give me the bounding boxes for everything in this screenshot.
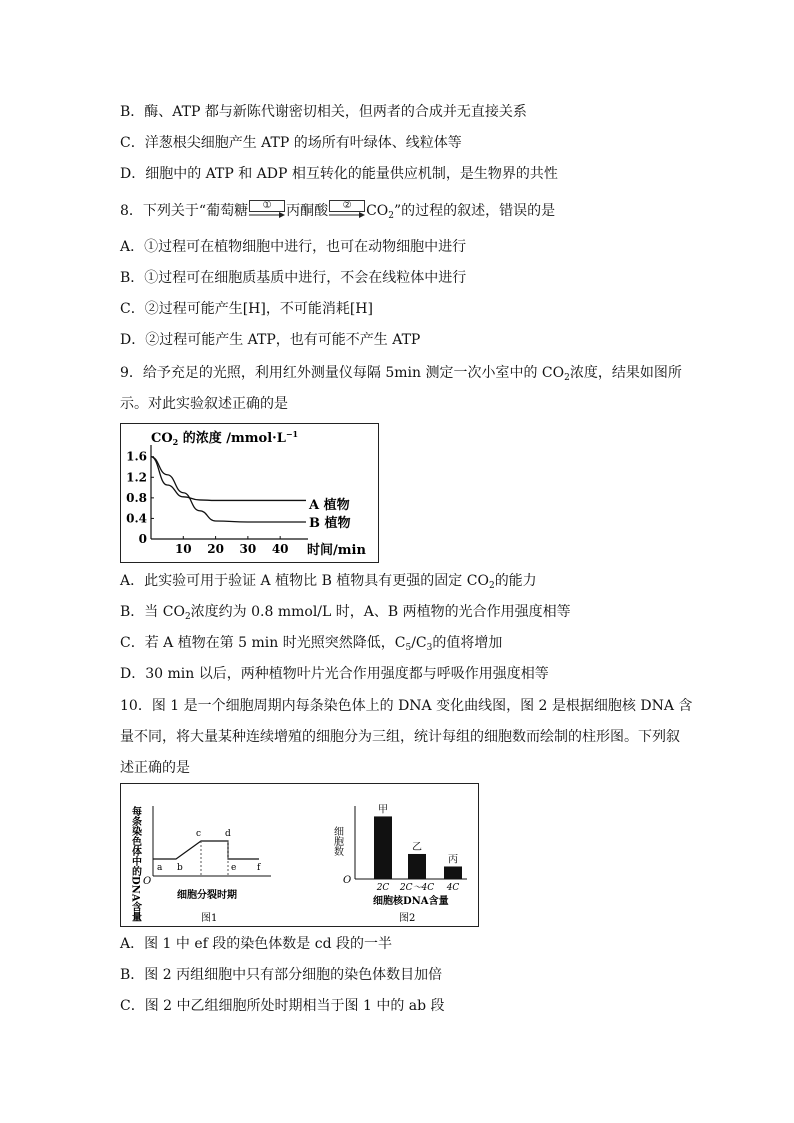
- arrow-icon: [249, 212, 285, 218]
- q10-stem-line1: 10．图 1 是一个细胞周期内每条染色体上的 DNA 变化曲线图，图 2 是根据细胞核 DNA 含: [120, 698, 693, 714]
- fig2-ylabel: 细胞数: [331, 826, 343, 856]
- chart1-xlabel: 时间/min: [307, 543, 366, 558]
- co2-chart: [121, 424, 378, 562]
- q8-intermediate: 丙酮酸: [286, 203, 329, 219]
- fig2-category-label: 2C～4C: [399, 883, 435, 893]
- q7-option-c: C．洋葱根尖细胞产生 ATP 的场所有叶绿体、线粒体等: [120, 135, 462, 151]
- x-tick-label: 20: [207, 542, 224, 556]
- fig2-bar: [444, 866, 462, 879]
- dna-figures: [121, 784, 478, 926]
- q8-stem-part2: ”的过程的叙述，错误的是: [394, 203, 556, 219]
- q8-product-sub: 2: [388, 211, 395, 221]
- fig2-category-label: 4C: [446, 883, 460, 893]
- q8-product: CO: [366, 203, 389, 219]
- q9-stem-text: 9．给予充足的光照，利用红外测量仪每隔 5min 测定一次小室中的 CO: [120, 365, 565, 381]
- q10-option-c: C．图 2 中乙组细胞所处时期相当于图 1 中的 ab 段: [120, 998, 445, 1014]
- fig1-xlabel: 细胞分裂时期: [177, 890, 237, 901]
- fig1-point-label: a: [157, 863, 163, 873]
- q8-option-d: D．②过程可能产生 ATP，也有可能不产生 ATP: [120, 332, 421, 348]
- q8-option-c: C．②过程可能产生[H]，不可能消耗[H]: [120, 301, 373, 317]
- q10-option-a: A．图 1 中 ef 段的染色体数是 cd 段的一半: [120, 936, 392, 952]
- q9-option-a-text-b: 的能力: [494, 573, 537, 589]
- series-label-a: A 植物: [309, 498, 350, 513]
- y-tick-label: 0: [138, 532, 147, 546]
- step1-label: ①: [249, 200, 285, 212]
- q8-stem: [120, 202, 555, 220]
- q9-option-b-text-b: 浓度约为 0.8 mmol/L 时，A、B 两植物的光合作用强度相等: [190, 604, 571, 620]
- fig2-bar-label: 甲: [378, 804, 388, 816]
- fig1-origin: O: [143, 876, 152, 887]
- q9-option-c-sub2: 3: [426, 643, 433, 653]
- x-tick-label: 40: [271, 542, 289, 556]
- x-tick-label: 30: [239, 542, 257, 556]
- fig1-point-label: f: [257, 863, 261, 873]
- q9-option-d: D．30 min 以后，两种植物叶片光合作用强度都与呼吸作用强度相等: [120, 666, 549, 682]
- q9-option-c-text-b: 的值将增加: [432, 635, 503, 651]
- q9-stem-line2: 示。对此实验叙述正确的是: [120, 396, 288, 412]
- co2-chart-frame: [120, 423, 379, 563]
- q10-stem-line3: 述正确的是: [120, 760, 190, 776]
- y-tick-label: 0.4: [126, 511, 147, 526]
- fig1-point-label: e: [231, 863, 237, 873]
- arrow-icon: [329, 212, 365, 218]
- q9-stem-sub: 2: [564, 373, 570, 383]
- fig2-bar: [374, 816, 392, 879]
- q9-option-c-sub1: 5: [405, 643, 412, 653]
- q9-option-a-text: A．此实验可用于验证 A 植物比 B 植物具有更强的固定 CO: [120, 573, 489, 589]
- chart1-ylabel: $CO_2$ 的浓度 $/mmol\cdot L^{-1}$: [151, 429, 299, 447]
- q7-option-d: D．细胞中的 ATP 和 ADP 相互转化的能量供应机制，是生物界的共性: [120, 166, 558, 182]
- q9-option-c-mid: /C: [411, 635, 427, 651]
- fig2-xlabel: 细胞核DNA含量: [373, 896, 449, 907]
- fig2-bar-label: 乙: [412, 841, 422, 853]
- step1-arrow: [249, 202, 285, 218]
- series-line-a: [151, 457, 306, 501]
- q9-option-b-sub: 2: [184, 612, 191, 622]
- q9-stem-text-b: 浓度，结果如图所: [569, 365, 682, 381]
- fig2-category-label: 2C: [376, 883, 390, 893]
- q7-option-b: B．酶、ATP 都与新陈代谢密切相关，但两者的合成并无直接关系: [120, 104, 527, 120]
- series-label-b: B 植物: [309, 516, 351, 531]
- q9-option-c-text: C．若 A 植物在第 5 min 时光照突然降低，C: [120, 635, 406, 651]
- q9-stem-line1: [120, 364, 682, 382]
- fig2-caption: 图2: [399, 913, 416, 924]
- q8-option-b: B．①过程可在细胞质基质中进行，不会在线粒体中进行: [120, 270, 467, 286]
- fig2-bar: [408, 854, 426, 879]
- q9-option-a-sub: 2: [488, 581, 495, 591]
- fig2-bar-label: 丙: [448, 854, 458, 866]
- fig1-point-label: c: [196, 829, 202, 839]
- step2-label: ②: [329, 200, 365, 212]
- q8-stem-part1: 8．下列关于“葡萄糖: [120, 203, 249, 219]
- fig2-origin: O: [343, 875, 352, 886]
- x-tick-label: 10: [174, 542, 192, 556]
- q8-option-a: A．①过程可在植物细胞中进行，也可在动物细胞中进行: [120, 239, 467, 255]
- dna-figures-frame: [120, 783, 479, 927]
- q9-option-b: [120, 603, 571, 621]
- q9-option-a: [120, 572, 537, 590]
- fig1-point-label: b: [177, 863, 183, 873]
- q9-option-c: [120, 634, 502, 652]
- y-tick-label: 1.6: [126, 449, 147, 464]
- fig1-point-label: d: [225, 829, 231, 839]
- fig1-caption: 图1: [201, 913, 218, 924]
- q10-stem-line2: 量不同，将大量某种连续增殖的细胞分为三组，统计每组的细胞数而绘制的柱形图。下列叙: [120, 729, 680, 745]
- fig1-curve: [153, 841, 259, 859]
- step2-arrow: [329, 202, 365, 218]
- fig1-ylabel: 每条染色体中的DNA含量: [129, 806, 141, 922]
- q10-option-b: B．图 2 丙组细胞中只有部分细胞的染色体数目加倍: [120, 967, 443, 983]
- y-tick-label: 0.8: [126, 490, 147, 505]
- y-tick-label: 1.2: [126, 470, 147, 485]
- q9-option-b-text: B．当 CO: [120, 604, 185, 620]
